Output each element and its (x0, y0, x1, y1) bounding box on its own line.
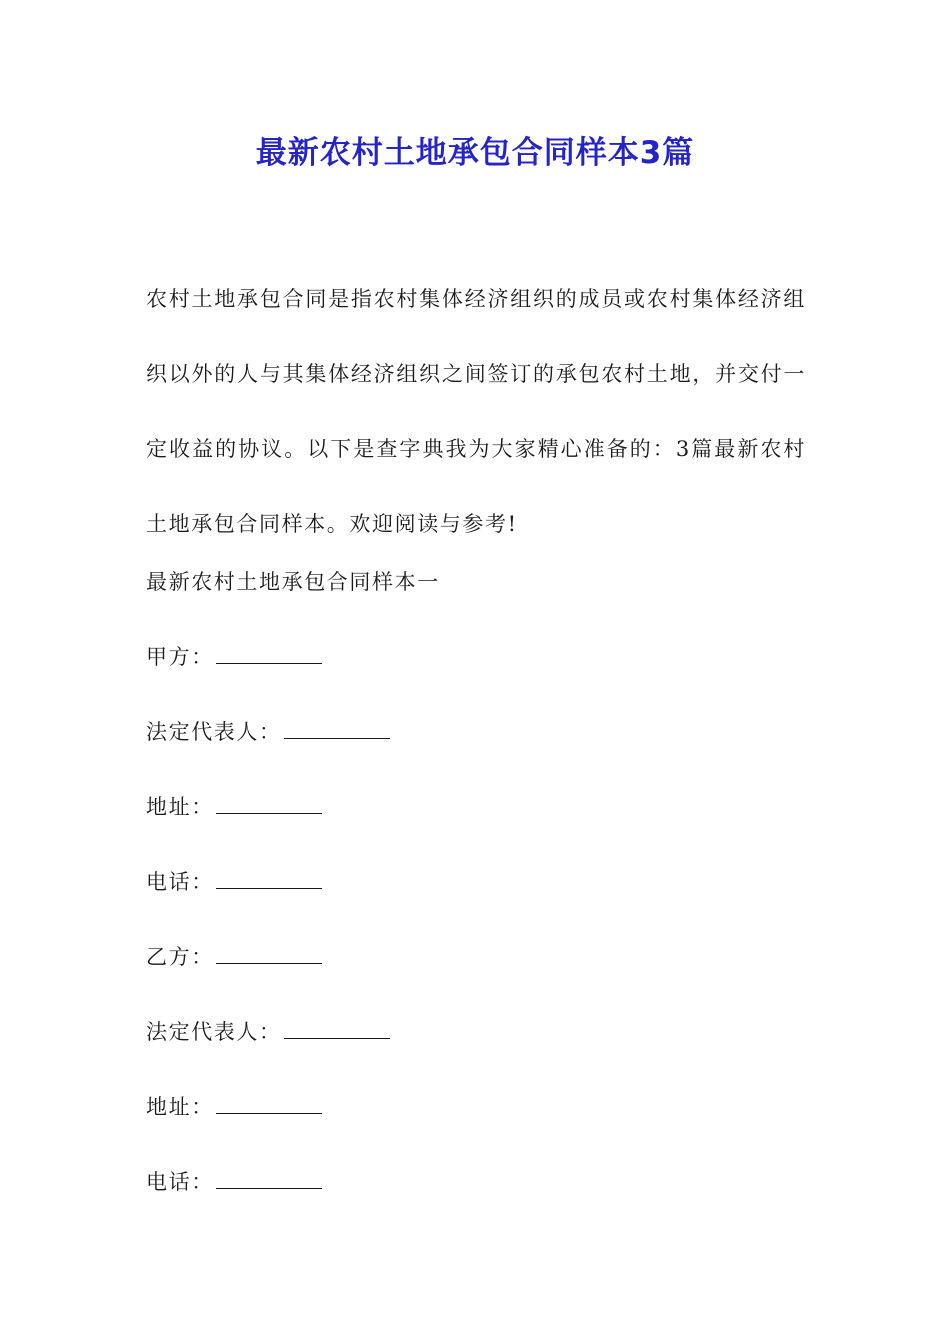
field-legal-representative-b (146, 1016, 390, 1048)
field-phone-a (146, 866, 322, 898)
fill-in-blank[interactable] (216, 866, 322, 889)
fill-in-blank[interactable] (216, 641, 322, 664)
field-label: 电话： (146, 1170, 214, 1194)
fill-in-blank[interactable] (284, 1016, 390, 1039)
field-party-a (146, 641, 322, 673)
field-label: 法定代表人： (146, 720, 282, 744)
field-legal-representative-a (146, 716, 390, 748)
document-title: 最新农村土地承包合同样本3篇 (255, 135, 695, 171)
fill-in-blank[interactable] (216, 791, 322, 814)
field-label: 地址： (146, 795, 214, 819)
field-phone-b (146, 1166, 322, 1198)
fill-in-blank[interactable] (284, 716, 390, 739)
field-label: 法定代表人： (146, 1020, 282, 1044)
intro-paragraph: 农村土地承包合同是指农村集体经济组织的成员或农村集体经济组织以外的人与其集体经济组织之间签订的承包农村土地，并交付一定收益的协议。以下是查字典我为大家精心准备的：3篇最新农村土地承包合同样本。欢迎阅读与参考! (146, 287, 806, 536)
field-party-b (146, 941, 322, 973)
field-address-a (146, 791, 322, 823)
section-heading: 最新农村土地承包合同样本一 (146, 570, 440, 594)
field-label: 电话： (146, 870, 214, 894)
field-label: 乙方： (146, 945, 214, 969)
fill-in-blank[interactable] (216, 941, 322, 964)
fill-in-blank[interactable] (216, 1091, 322, 1114)
fill-in-blank[interactable] (216, 1166, 322, 1189)
field-address-b (146, 1091, 322, 1123)
field-label: 地址： (146, 1095, 214, 1119)
field-label: 甲方： (146, 645, 214, 669)
